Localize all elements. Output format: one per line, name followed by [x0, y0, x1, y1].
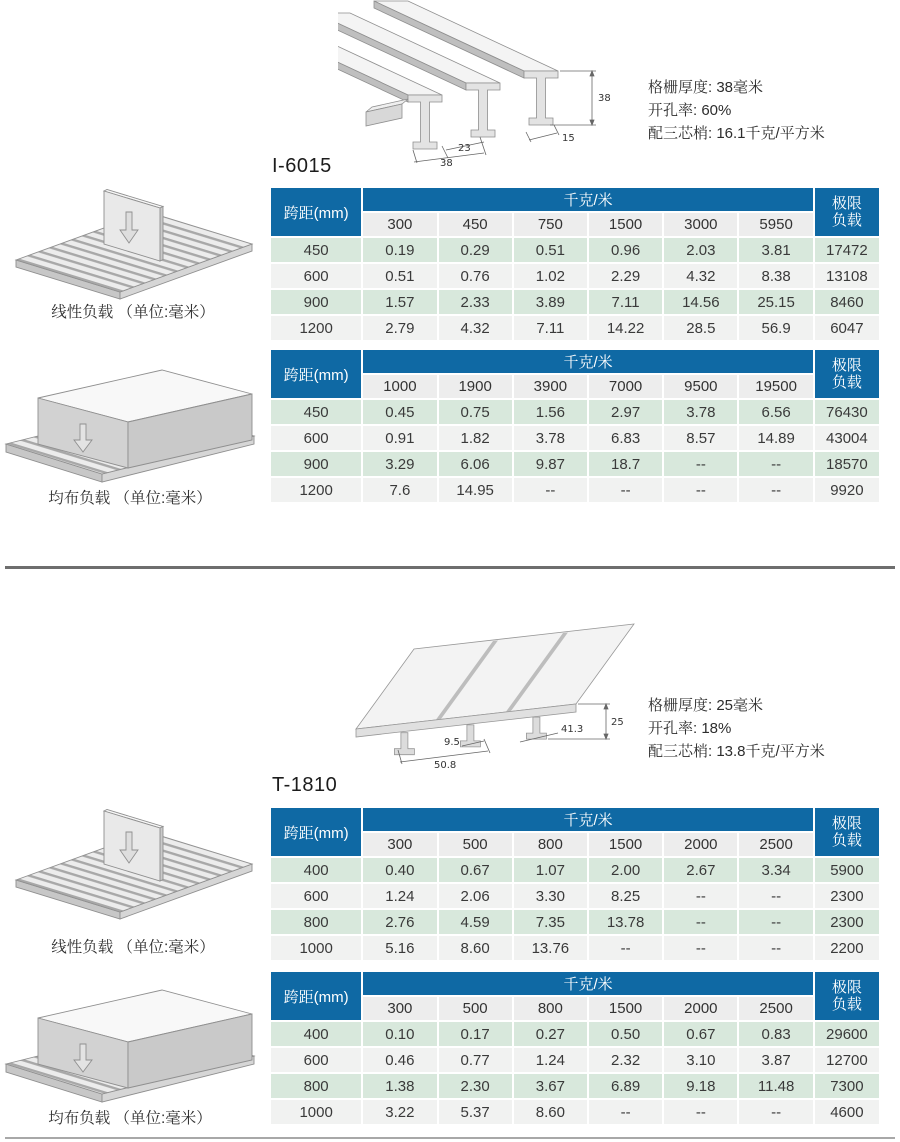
value-cell: --	[664, 1100, 737, 1124]
value-cell: 2.32	[589, 1048, 662, 1072]
value-cell: --	[739, 478, 812, 502]
limit-cell: 18570	[815, 452, 879, 476]
value-cell: 14.22	[589, 316, 662, 340]
value-cell: 7.6	[363, 478, 436, 502]
spec-thickness: 格栅厚度: 25毫米	[648, 697, 764, 714]
t-rib	[460, 725, 480, 747]
table-row	[271, 400, 879, 424]
dim-pitch-label: 50.8	[434, 760, 457, 771]
model-title: I-6015	[272, 155, 332, 177]
value-cell: 0.67	[439, 858, 512, 882]
value-cell: 1.82	[439, 426, 512, 450]
limit-cell: 6047	[815, 316, 879, 340]
span-cell: 1200	[271, 478, 361, 502]
span-header-cell: 跨距(mm)	[271, 808, 361, 856]
span-cell: 1200	[271, 316, 361, 340]
value-cell: 56.9	[739, 316, 812, 340]
value-cell: 0.50	[589, 1022, 662, 1046]
value-cell: 3.29	[363, 452, 436, 476]
load-table-uniform	[269, 970, 881, 1126]
span-cell: 450	[271, 400, 361, 424]
dim-height-label: 38	[598, 93, 611, 104]
load-value-header: 750	[514, 213, 587, 236]
i-beam-profile-drawing	[338, 0, 625, 172]
value-cell: 0.67	[664, 1022, 737, 1046]
load-value-header: 800	[514, 833, 587, 856]
table-row	[271, 910, 879, 934]
value-cell: 2.29	[589, 264, 662, 288]
value-cell: 1.56	[514, 400, 587, 424]
value-cell: 0.77	[439, 1048, 512, 1072]
table-row	[271, 452, 879, 476]
value-cell: 14.56	[664, 290, 737, 314]
table-row	[271, 858, 879, 882]
value-cell: 4.32	[439, 316, 512, 340]
value-cell: 2.67	[664, 858, 737, 882]
value-cell: 7.11	[589, 290, 662, 314]
span-cell: 1000	[271, 936, 361, 960]
value-cell: 0.29	[439, 238, 512, 262]
load-value-header: 450	[439, 213, 512, 236]
value-cell: 4.59	[439, 910, 512, 934]
value-cell: 13.78	[589, 910, 662, 934]
value-cell: 2.76	[363, 910, 436, 934]
load-value-header: 1500	[589, 213, 662, 236]
dim-top-width-label: 41.3	[561, 724, 584, 735]
table-row	[271, 1022, 879, 1046]
load-value-header: 2500	[739, 833, 812, 856]
table-row	[271, 316, 879, 340]
span-cell: 600	[271, 1048, 361, 1072]
value-cell: 7.35	[514, 910, 587, 934]
value-cell: 0.19	[363, 238, 436, 262]
value-cell: 0.10	[363, 1022, 436, 1046]
linear-load-label: 线性负载 （单位:毫米）	[51, 939, 215, 956]
value-cell: --	[739, 936, 812, 960]
limit-cell: 2300	[815, 884, 879, 908]
value-cell: --	[664, 936, 737, 960]
value-cell: 0.75	[439, 400, 512, 424]
value-cell: --	[739, 452, 812, 476]
value-cell: 8.25	[589, 884, 662, 908]
load-value-header: 3000	[664, 213, 737, 236]
beam-front-face	[466, 83, 500, 137]
span-cell: 600	[271, 264, 361, 288]
uniform-load-label: 均布负载 （单位:毫米）	[48, 1110, 212, 1127]
value-cell: 2.97	[589, 400, 662, 424]
load-value-header: 500	[439, 997, 512, 1020]
value-cell: --	[589, 478, 662, 502]
span-header-cell: 跨距(mm)	[271, 972, 361, 1020]
value-cell: 0.27	[514, 1022, 587, 1046]
table-row	[271, 1074, 879, 1098]
value-cell: 0.40	[363, 858, 436, 882]
beam-front-face	[408, 95, 442, 149]
limit-cell: 4600	[815, 1100, 879, 1124]
beam-top-face	[374, 1, 558, 71]
value-cell: --	[664, 884, 737, 908]
linear-load-illustration	[8, 182, 260, 306]
span-cell: 800	[271, 910, 361, 934]
value-cell: --	[664, 478, 737, 502]
value-cell: 0.45	[363, 400, 436, 424]
dim-gap-label: 23	[458, 143, 471, 154]
spec-block	[648, 694, 825, 763]
load-table-linear	[269, 806, 881, 962]
limit-cell: 5900	[815, 858, 879, 882]
dimension-lines	[413, 71, 596, 163]
value-cell: 0.96	[589, 238, 662, 262]
load-header-cell: 千克/米	[363, 972, 812, 995]
value-cell: 6.83	[589, 426, 662, 450]
value-cell: 8.38	[739, 264, 812, 288]
value-cell: 2.30	[439, 1074, 512, 1098]
span-cell: 900	[271, 452, 361, 476]
load-header-cell: 千克/米	[363, 808, 812, 831]
value-cell: 6.89	[589, 1074, 662, 1098]
span-header-cell: 跨距(mm)	[271, 188, 361, 236]
load-value-header: 9500	[664, 375, 737, 398]
value-cell: 8.60	[439, 936, 512, 960]
load-value-header: 7000	[589, 375, 662, 398]
dim-web-label: 9.5	[444, 737, 460, 748]
value-cell: 3.10	[664, 1048, 737, 1072]
limit-cell: 7300	[815, 1074, 879, 1098]
value-cell: 1.57	[363, 290, 436, 314]
model-title: T-1810	[272, 774, 338, 796]
limit-cell: 2300	[815, 910, 879, 934]
value-cell: 8.57	[664, 426, 737, 450]
table-row	[271, 478, 879, 502]
dim-flange-label: 15	[562, 133, 575, 144]
limit-cell: 9920	[815, 478, 879, 502]
limit-cell: 29600	[815, 1022, 879, 1046]
spec-open-rate: 开孔率: 18%	[648, 720, 732, 737]
page-bottom-rule	[5, 1137, 895, 1139]
value-cell: --	[664, 910, 737, 934]
load-value-header: 800	[514, 997, 587, 1020]
value-cell: 0.51	[363, 264, 436, 288]
value-cell: 0.51	[514, 238, 587, 262]
beam-front-face	[524, 71, 558, 125]
load-table-linear	[269, 186, 881, 342]
load-value-header: 19500	[739, 375, 812, 398]
load-value-header: 3900	[514, 375, 587, 398]
load-value-header: 1900	[439, 375, 512, 398]
limit-cell: 43004	[815, 426, 879, 450]
value-cell: 0.83	[739, 1022, 812, 1046]
value-cell: 14.95	[439, 478, 512, 502]
load-value-header: 1500	[589, 997, 662, 1020]
limit-cell: 2200	[815, 936, 879, 960]
value-cell: 9.18	[664, 1074, 737, 1098]
spec-thickness: 格栅厚度: 38毫米	[648, 79, 764, 96]
value-cell: 1.38	[363, 1074, 436, 1098]
load-value-header: 1000	[363, 375, 436, 398]
load-table-uniform	[269, 348, 881, 504]
load-value-header: 2500	[739, 997, 812, 1020]
value-cell: --	[514, 478, 587, 502]
value-cell: 6.06	[439, 452, 512, 476]
table-row	[271, 426, 879, 450]
value-cell: 3.81	[739, 238, 812, 262]
t-rib	[526, 717, 546, 739]
spec-weight: 配三芯梢: 16.1千克/平方米	[648, 125, 825, 142]
spec-weight: 配三芯梢: 13.8千克/平方米	[648, 743, 825, 760]
value-cell: 1.24	[514, 1048, 587, 1072]
value-cell: 13.76	[514, 936, 587, 960]
value-cell: 7.11	[514, 316, 587, 340]
value-cell: --	[739, 1100, 812, 1124]
spec-block	[648, 76, 825, 145]
limit-header-cell: 极限负载	[815, 972, 879, 1020]
span-cell: 400	[271, 1022, 361, 1046]
value-cell: 5.37	[439, 1100, 512, 1124]
value-cell: 2.06	[439, 884, 512, 908]
span-cell: 600	[271, 884, 361, 908]
t-rib	[394, 733, 414, 755]
limit-cell: 17472	[815, 238, 879, 262]
value-cell: 2.00	[589, 858, 662, 882]
limit-cell: 76430	[815, 400, 879, 424]
value-cell: --	[739, 910, 812, 934]
span-cell: 450	[271, 238, 361, 262]
table-row	[271, 1100, 879, 1124]
dim-pitch-label: 38	[440, 158, 453, 169]
value-cell: 0.91	[363, 426, 436, 450]
table-row	[271, 264, 879, 288]
value-cell: 3.89	[514, 290, 587, 314]
value-cell: --	[589, 1100, 662, 1124]
value-cell: 6.56	[739, 400, 812, 424]
linear-load-illustration	[8, 802, 260, 926]
value-cell: 0.17	[439, 1022, 512, 1046]
value-cell: 9.87	[514, 452, 587, 476]
value-cell: 3.34	[739, 858, 812, 882]
limit-header-cell: 极限负载	[815, 808, 879, 856]
value-cell: 3.87	[739, 1048, 812, 1072]
section-divider	[5, 566, 895, 569]
value-cell: 25.15	[739, 290, 812, 314]
value-cell: 2.03	[664, 238, 737, 262]
table-row	[271, 936, 879, 960]
value-cell: 2.33	[439, 290, 512, 314]
uniform-load-illustration	[2, 972, 262, 1104]
load-value-header: 2000	[664, 997, 737, 1020]
value-cell: --	[739, 884, 812, 908]
value-cell: 11.48	[739, 1074, 812, 1098]
value-cell: --	[664, 452, 737, 476]
value-cell: 18.7	[589, 452, 662, 476]
value-cell: 0.76	[439, 264, 512, 288]
load-value-header: 300	[363, 997, 436, 1020]
load-header-cell: 千克/米	[363, 350, 812, 373]
span-cell: 800	[271, 1074, 361, 1098]
span-cell: 900	[271, 290, 361, 314]
table-row	[271, 238, 879, 262]
load-value-header: 5950	[739, 213, 812, 236]
load-value-header: 500	[439, 833, 512, 856]
table-row	[271, 1048, 879, 1072]
table-row	[271, 884, 879, 908]
load-value-header: 300	[363, 833, 436, 856]
uniform-load-label: 均布负载 （单位:毫米）	[48, 490, 212, 507]
span-cell: 600	[271, 426, 361, 450]
value-cell: 28.5	[664, 316, 737, 340]
value-cell: 1.07	[514, 858, 587, 882]
value-cell: 8.60	[514, 1100, 587, 1124]
span-header-cell: 跨距(mm)	[271, 350, 361, 398]
spec-open-rate: 开孔率: 60%	[648, 102, 732, 119]
limit-cell: 13108	[815, 264, 879, 288]
limit-cell: 8460	[815, 290, 879, 314]
load-value-header: 2000	[664, 833, 737, 856]
load-value-header: 300	[363, 213, 436, 236]
uniform-load-illustration	[2, 352, 262, 484]
value-cell: 5.16	[363, 936, 436, 960]
dim-height-label: 25	[611, 717, 624, 728]
value-cell: 3.78	[664, 400, 737, 424]
limit-cell: 12700	[815, 1048, 879, 1072]
value-cell: 3.30	[514, 884, 587, 908]
value-cell: 3.67	[514, 1074, 587, 1098]
value-cell: 4.32	[664, 264, 737, 288]
value-cell: 14.89	[739, 426, 812, 450]
load-header-cell: 千克/米	[363, 188, 812, 211]
span-cell: 400	[271, 858, 361, 882]
linear-load-label: 线性负载 （单位:毫米）	[51, 304, 215, 321]
value-cell: 0.46	[363, 1048, 436, 1072]
load-value-header: 1500	[589, 833, 662, 856]
value-cell: 3.78	[514, 426, 587, 450]
limit-header-cell: 极限负载	[815, 350, 879, 398]
t-profile-drawing	[348, 620, 635, 780]
value-cell: --	[589, 936, 662, 960]
value-cell: 3.22	[363, 1100, 436, 1124]
value-cell: 2.79	[363, 316, 436, 340]
table-row	[271, 290, 879, 314]
value-cell: 1.24	[363, 884, 436, 908]
value-cell: 1.02	[514, 264, 587, 288]
limit-header-cell: 极限负载	[815, 188, 879, 236]
span-cell: 1000	[271, 1100, 361, 1124]
